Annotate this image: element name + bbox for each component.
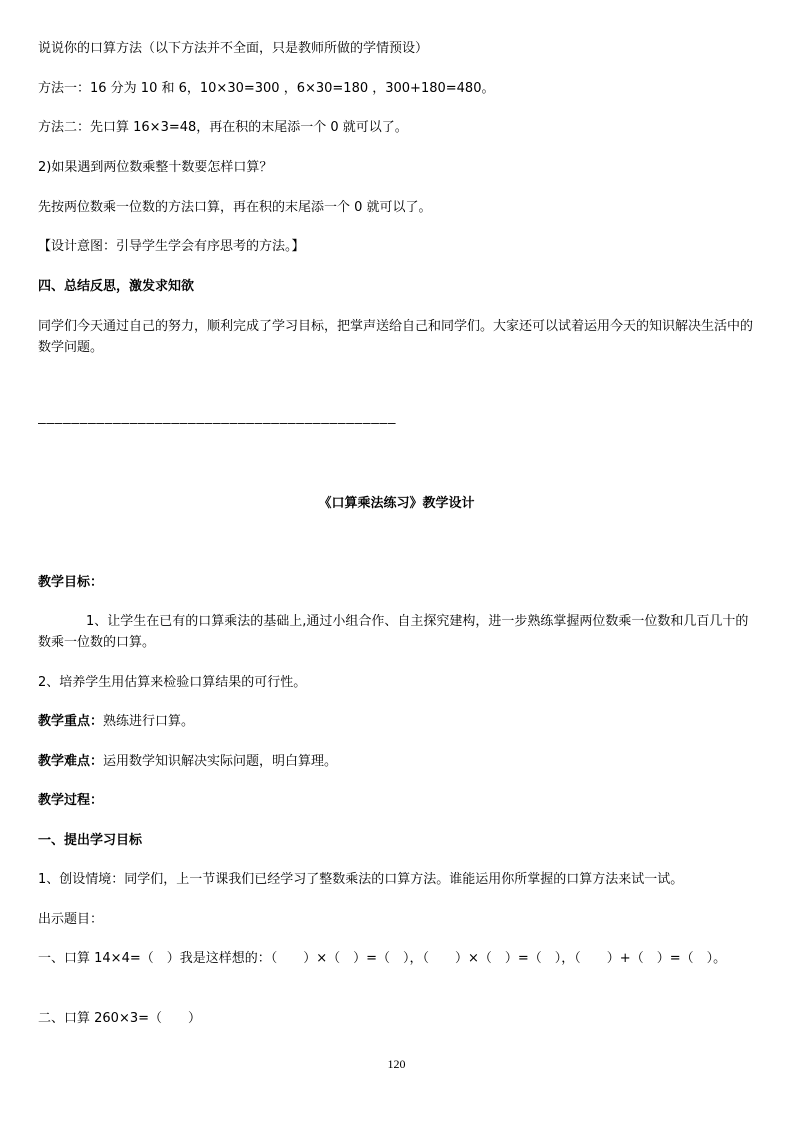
line-method-two: 方法二：先口算 16×3=48，再在积的末尾添一个 0 就可以了。 [38,120,408,135]
document-title: 《口算乘法练习》教学设计 [318,496,475,511]
line-question-2: 2)如果遇到两位数乘整十数要怎样口算？ [38,160,273,175]
separator-line: ——————————————————————————————————————————— [38,416,397,431]
objective-item-2: 2、培养学生用估算来检验口算结果的可行性。 [38,675,307,690]
line-method-intro: 说说你的口算方法（以下方法并不全面，只是教师所做的学情预设） [38,41,429,56]
section-heading-summary: 四、总结反思，激发求知欲 [38,279,195,294]
problem-one: 一、口算 14×4=（ ）我是这样想的：（ ）×（ ）=（ ），（ ）×（ ）=（ ），（ ）+（ ）=（ ）。 [38,951,727,966]
difficulty-label: 教学难点： [38,754,104,769]
line-answer-2: 先按两位数乘一位数的方法口算，再在积的末尾添一个 0 就可以了。 [38,200,432,215]
objective-item-1: 1、让学生在已有的口算乘法的基础上,通过小组合作、自主探究建构，进一步熟练掌握两位数乘一位数和几百几十的数乘一位数的口算。 [38,614,749,650]
section-heading-goals: 一、提出学习目标 [38,833,143,848]
difficulty-text: 运用数学知识解决实际问题，明白算理。 [103,754,338,769]
problem-two: 二、口算 260×3=（ ） [38,1011,202,1026]
objectives-heading: 教学目标： [38,575,104,590]
show-problems-line: 出示题目： [38,912,104,927]
difficulty-line [38,751,757,772]
key-point-line [38,711,757,732]
situation-line: 1、创设情境：同学们，上一节课我们已经学习了整数乘法的口算方法。谁能运用你所掌握的口算方法来试一试。 [38,872,684,887]
key-point-label: 教学重点： [38,714,104,729]
key-point-text: 熟练进行口算。 [103,714,195,729]
paragraph-summary: 同学们今天通过自己的努力，顺利完成了学习目标，把掌声送给自己和同学们。大家还可以试着运用今天的知识解决生活中的数学问题。 [38,319,754,355]
page-number: 120 [387,1057,406,1071]
line-method-one: 方法一：16 分为 10 和 6，10×30=300 ，6×30=180 ，300+180=480。 [38,81,495,96]
process-heading: 教学过程： [38,793,104,808]
line-design-intent: 【设计意图：引导学生学会有序思考的方法。】 [38,239,305,254]
